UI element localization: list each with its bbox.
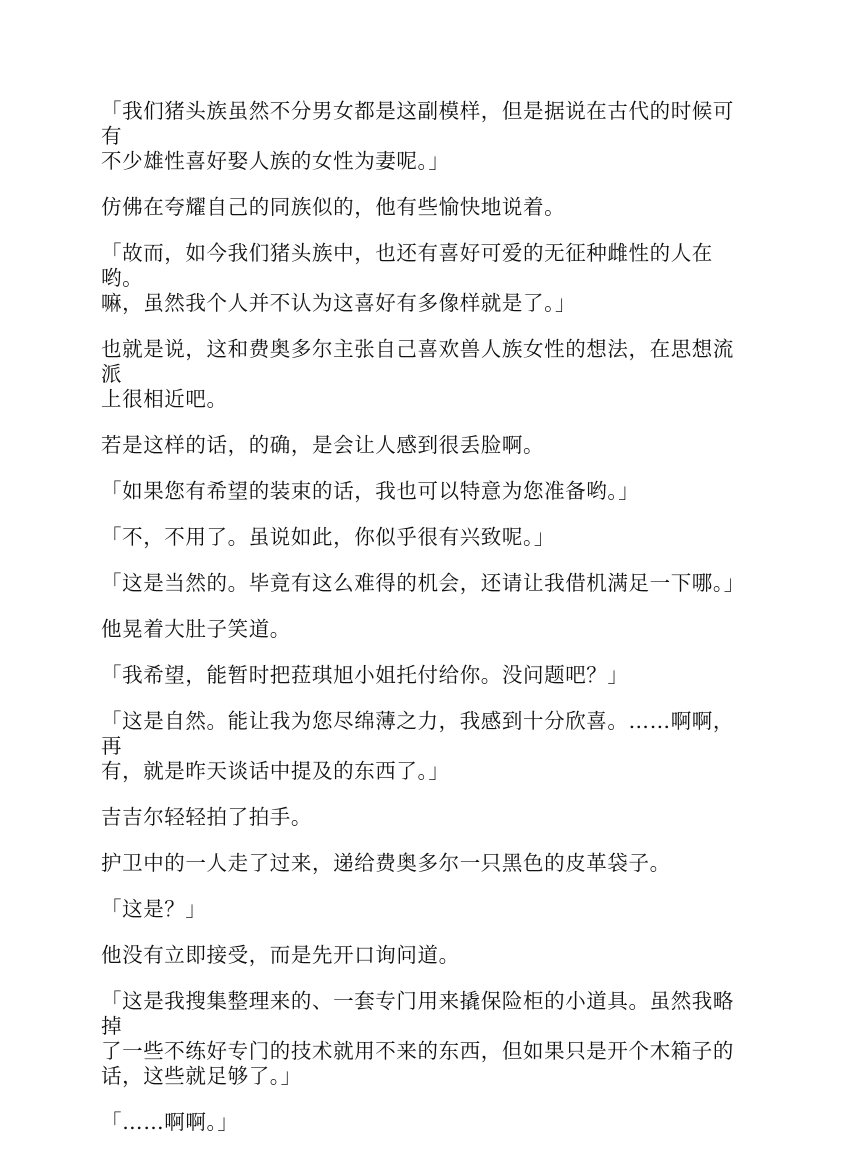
paragraph: 护卫中的一人走了过来，递给费奥多尔一只黑色的皮革袋子。	[101, 851, 671, 875]
paragraph: 吉吉尔轻轻拍了拍手。	[101, 805, 312, 829]
document-body	[101, 99, 755, 1156]
paragraph: 仿佛在夸耀自己的同族似的，他有些愉快地说着。	[101, 195, 566, 219]
paragraph: 「故而，如今我们猪头族中，也还有喜好可爱的无征种雌性的人在哟。 嘛，虽然我个人并不认为这喜好有多像样就是了。」	[101, 241, 713, 315]
paragraph: 他晃着大肚子笑道。	[101, 617, 291, 641]
paragraph: 也就是说，这和费奥多尔主张自己喜欢兽人族女性的想法，在思想流派 上很相近吧。	[101, 337, 734, 411]
paragraph: 「这是？」	[101, 897, 207, 921]
paragraph: 「如果您有希望的装束的话，我也可以特意为您准备哟。」	[101, 479, 640, 503]
paragraph: 「这是我搜集整理来的、一套专门用来撬保险柜的小道具。虽然我略掉 了一些不练好专门的技术就用不来的东西，但如果只是开个木箱子的 话，这些就足够了。」	[101, 989, 734, 1088]
paragraph: 「这是自然。能让我为您尽绵薄之力，我感到十分欣喜。……啊啊，再 有，就是昨天谈话中提及的东西了。」	[101, 709, 734, 783]
paragraph: 「不，不用了。虽说如此，你似乎很有兴致呢。」	[101, 525, 555, 549]
paragraph: 若是这样的话，的确，是会让人感到很丢脸啊。	[101, 433, 545, 457]
paragraph: 他没有立即接受，而是先开口询问道。	[101, 943, 460, 967]
paragraph: 「……啊啊。」	[101, 1110, 239, 1134]
paragraph: 「这是当然的。毕竟有这么难得的机会，还请让我借机满足一下哪。」	[101, 571, 745, 595]
paragraph: 「我们猪头族虽然不分男女都是这副模样，但是据说在古代的时候可有 不少雄性喜好娶人族的女性为妻呢。」	[101, 99, 734, 173]
paragraph: 「我希望，能暂时把菈琪旭小姐托付给你。没问题吧？」	[101, 663, 629, 687]
